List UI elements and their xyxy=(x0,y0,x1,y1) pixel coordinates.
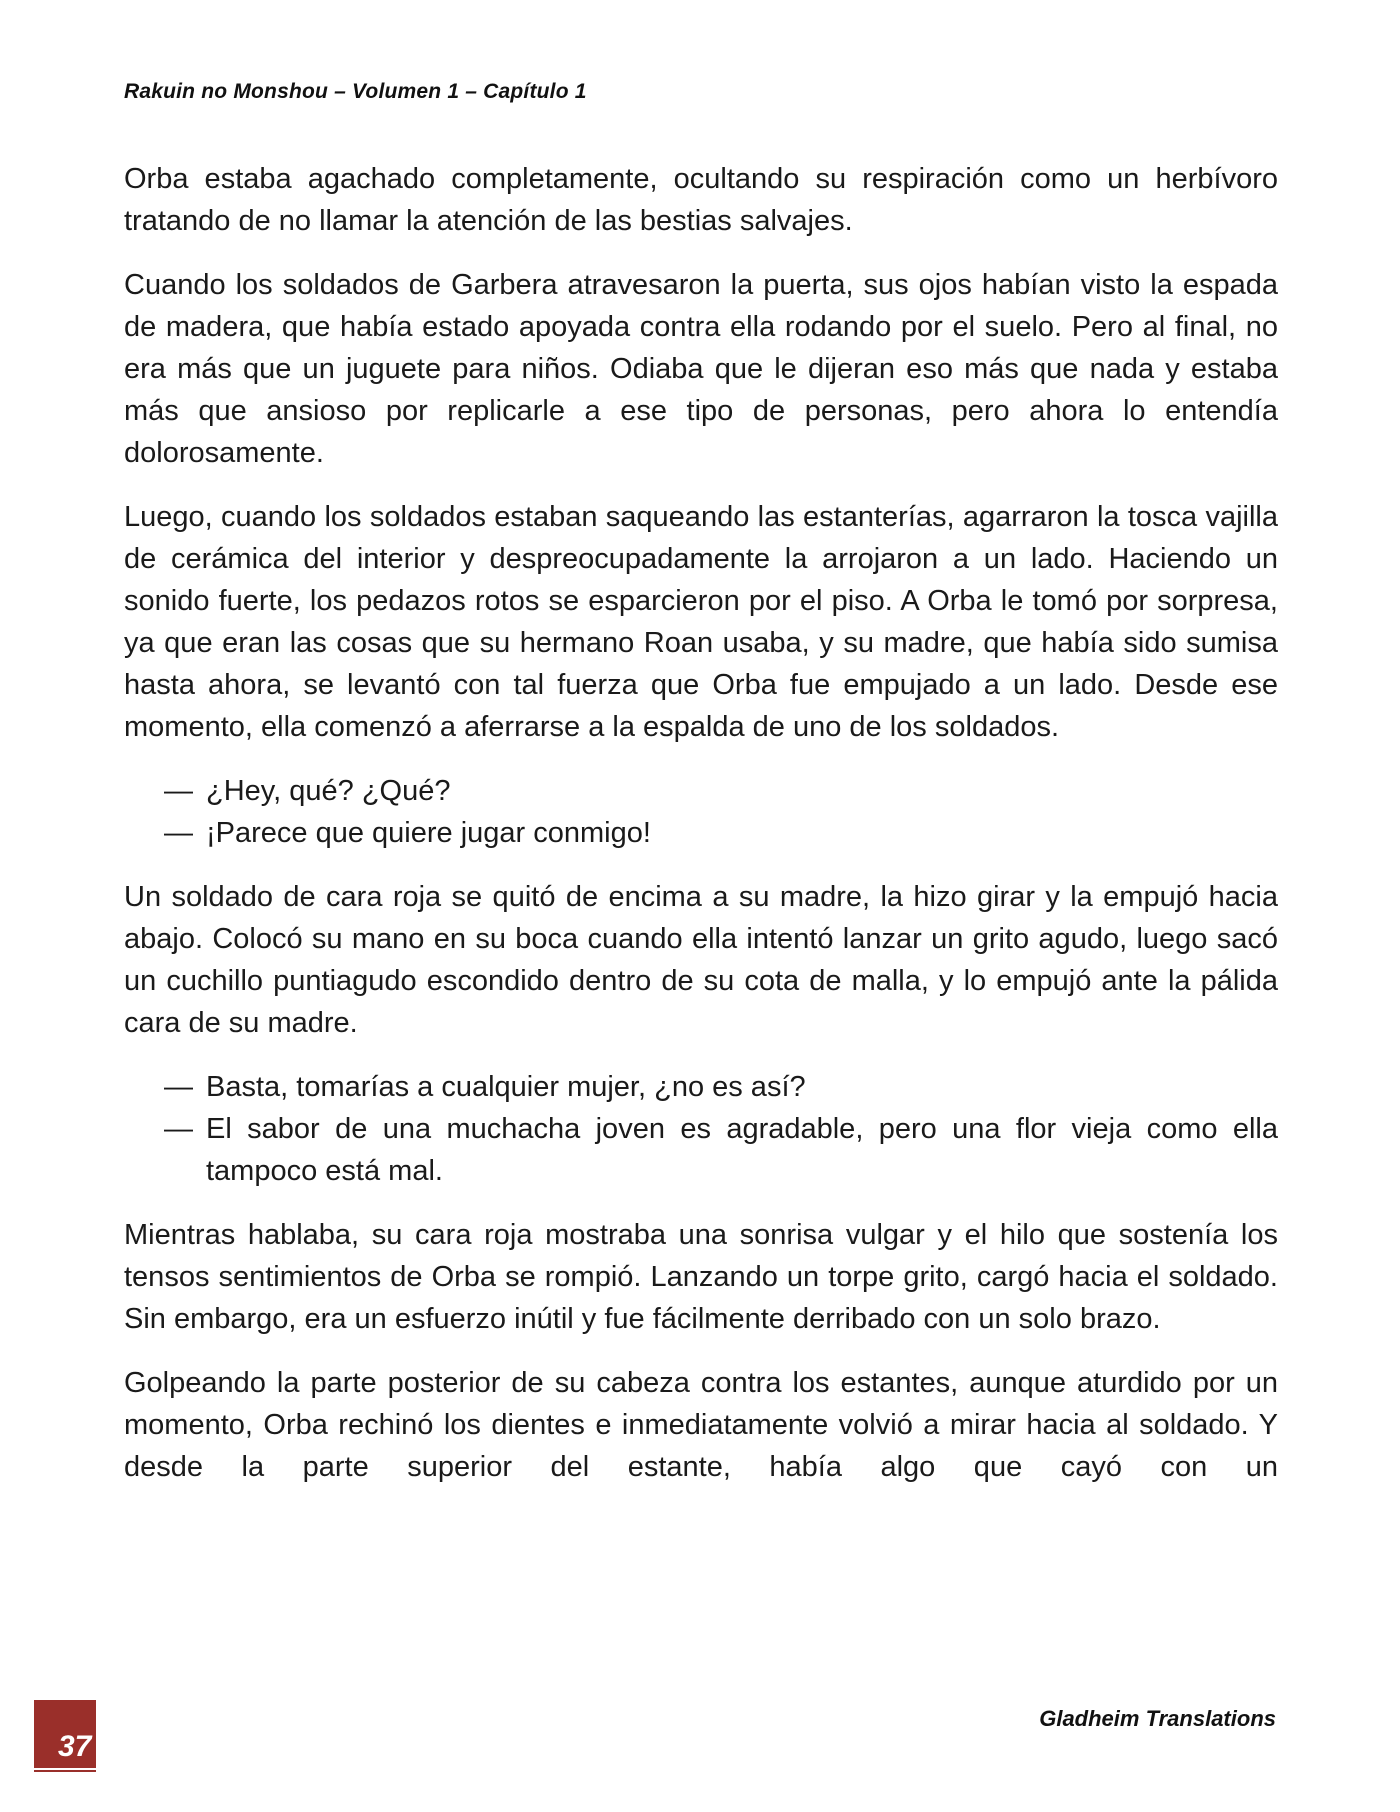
dialogue-text: ¿Hey, qué? ¿Qué? xyxy=(206,775,451,807)
dialogue-block xyxy=(124,770,1278,854)
dialogue-text: ¡Parece que quiere jugar conmigo! xyxy=(206,817,651,849)
dialogue-dash: — xyxy=(164,1071,193,1103)
dialogue-dash: — xyxy=(164,1113,193,1145)
dialogue-text: El sabor de una muchacha joven es agradable, pero una flor vieja como ella tampoco está mal. xyxy=(206,1113,1278,1187)
dialogue-block xyxy=(124,1066,1278,1192)
dialogue-line xyxy=(124,1066,1278,1108)
body-text xyxy=(124,158,1278,1510)
paragraph: Luego, cuando los soldados estaban saqueando las estanterías, agarraron la tosca vajilla de cerámica del interior y despreocupadamente la arrojaron a un lado. Haciendo un sonido fuerte, los pedazos rotos se esparcieron por el piso. A Orba le tomó por sorpresa, ya que eran las cosas que su hermano Roan usaba, y su madre, que había sido sumisa hasta ahora, se levantó con tal fuerza que Orba fue empujado a un lado. Desde ese momento, ella comenzó a aferrarse a la espalda de uno de los soldados. xyxy=(124,501,1278,743)
page-number: 37 xyxy=(58,1730,92,1763)
paragraph: Mientras hablaba, su cara roja mostraba una sonrisa vulgar y el hilo que sostenía los tensos sentimientos de Orba se rompió. Lanzando un torpe grito, cargó hacia el soldado. Sin embargo, era un esfuerzo inútil y fue fácilmente derribado con un solo brazo. xyxy=(124,1219,1278,1335)
dialogue-line xyxy=(124,770,1278,812)
dialogue-text: Basta, tomarías a cualquier mujer, ¿no es así? xyxy=(206,1071,806,1103)
paragraph: Un soldado de cara roja se quitó de encima a su madre, la hizo girar y la empujó hacia abajo. Colocó su mano en su boca cuando ella intentó lanzar un grito agudo, luego sacó un cuchillo puntiagudo escondido dentro de su cota de malla, y lo empujó ante la pálida cara de su madre. xyxy=(124,881,1278,1039)
paragraph: Cuando los soldados de Garbera atravesaron la puerta, sus ojos habían visto la espada de madera, que había estado apoyada contra ella rodando por el suelo. Pero al final, no era más que un juguete para niños. Odiaba que le dijeran eso más que nada y estaba más que ansioso por replicarle a ese tipo de personas, pero ahora lo entendía dolorosamente. xyxy=(124,269,1278,469)
dialogue-line xyxy=(124,1108,1278,1192)
dialogue-line xyxy=(124,812,1278,854)
dialogue-dash: — xyxy=(164,775,193,807)
page-header: Rakuin no Monshou – Volumen 1 – Capítulo 1 xyxy=(124,80,587,103)
paragraph: Golpeando la parte posterior de su cabeza contra los estantes, aunque aturdido por un momento, Orba rechinó los dientes e inmediatamente volvió a mirar hacia al soldado. Y desde la parte superior del estante, había algo que cayó con un xyxy=(124,1367,1278,1483)
page-number-rule xyxy=(34,1768,96,1770)
footer-credit: Gladheim Translations xyxy=(1039,1706,1276,1731)
paragraph: Orba estaba agachado completamente, ocultando su respiración como un herbívoro tratando de no llamar la atención de las bestias salvajes. xyxy=(124,163,1278,237)
dialogue-dash: — xyxy=(164,817,193,849)
